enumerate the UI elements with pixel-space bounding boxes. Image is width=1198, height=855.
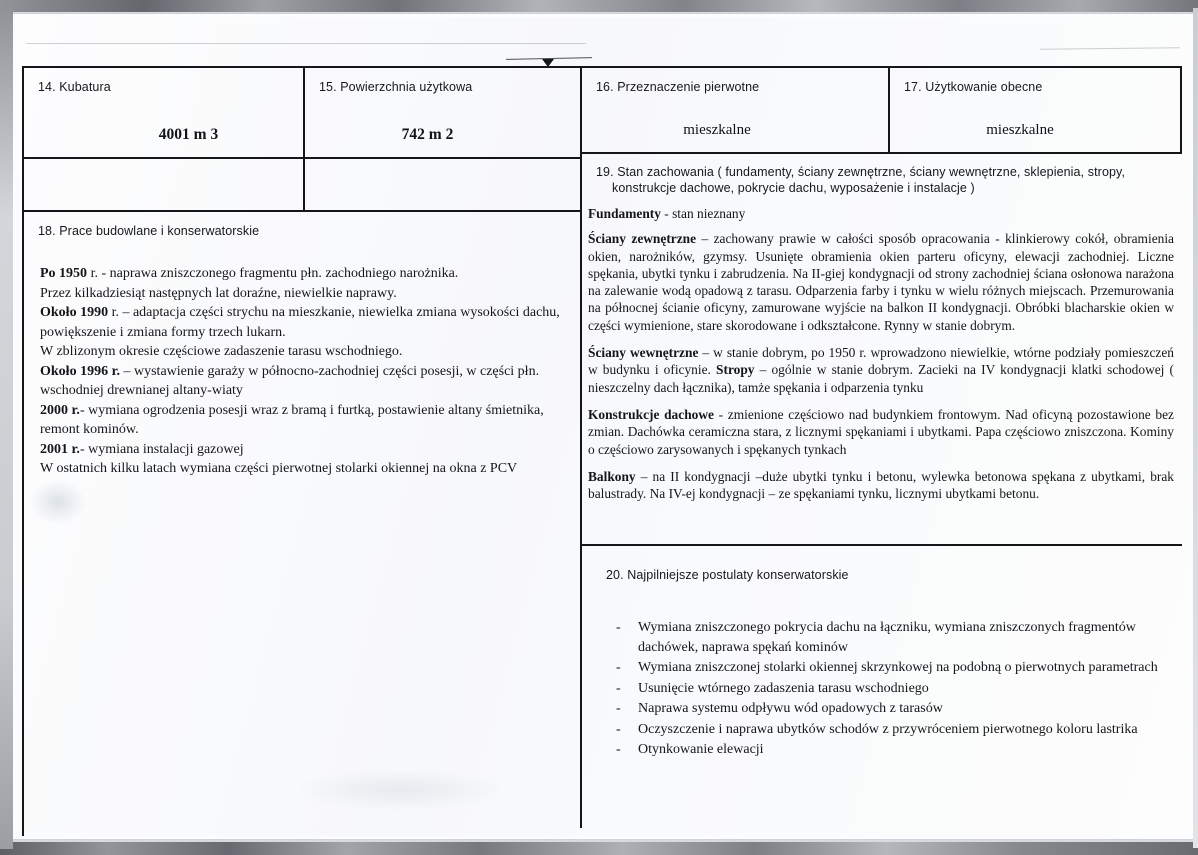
para-heading-stropy: Stropy <box>716 362 755 378</box>
scan-edge-top <box>0 0 1198 12</box>
cell-section-19 <box>582 154 1180 544</box>
bullet-dash: - <box>616 742 621 757</box>
list-item-text: Wymiana zniszczonego pokrycia dachu na łączniku, wymiana zniszczonych fragmentów dachówek, naprawa spękań kominów <box>638 620 1136 655</box>
label-powierzchnia-uzytkowa: 15. Powierzchnia użytkowa <box>319 80 473 94</box>
label-section-19-line1: 19. Stan zachowania ( fundamenty, ściany zewnętrzne, ściany wewnętrzne, sklepienia, stropy, <box>596 165 1126 179</box>
entry-2001 <box>40 440 568 460</box>
entry-lead: 2001 r. <box>40 441 80 457</box>
cell-kubatura <box>24 68 303 210</box>
section-18-body <box>40 264 568 479</box>
bullet-dash: - <box>616 721 621 737</box>
value-uzytkowanie-obecne: mieszkalne <box>986 122 1054 138</box>
para-text: – zachowany prawie w całości sposób opracowania - klinkierowy cokół, obramienia okien, narożników, gzymsy. Usunięte obramienia okien parteru oficyny, elewacji zachodniej. Liczne spękania, ubytki tynku i zabrudzenia. Na II-giej kondygnacji od strony zachodniej ściana osłonowa narażona na zalewanie wodą opadową z tarasu. Odparzenia farby i tynku w wielu różnych miejscach. Przemurowania na północnej ścianie oficyny, zamurowane wyjście na balkon II kondygnacji. Obróbki blacharskie okien w części wymienione, stare skorodowane i odkształcone. Rynny w stanie dobrym. <box>588 231 1174 333</box>
list-item-text: Oczyszczenie i naprawa ubytków schodów z przywróceniem pierwotnego koloru lastrika <box>638 721 1138 737</box>
entry-rest: W zblizonym okresie częściowe zadaszenie tarasu wschodniego. <box>40 344 403 359</box>
entry-rest: – wystawienie garaży w północno-zachodniej części posesji, w części płn. wschodniej drewnianej altany-wiaty <box>40 363 540 398</box>
list-item <box>612 679 1160 699</box>
para-balkony <box>588 468 1174 503</box>
list-item <box>612 699 1160 719</box>
entry-rest: - wymiana ogrodzenia posesji wraz z bramą i furtką, postawienie altany śmietnika, remont kominów. <box>40 402 544 437</box>
entry-po-1950 <box>40 264 568 284</box>
para-heading: Ściany zewnętrzne <box>588 231 697 247</box>
label-section-19 <box>596 164 1176 196</box>
bullet-dash: - <box>616 680 621 696</box>
entry-lead: Po 1950 <box>40 266 88 281</box>
cell-uzytkowanie-obecne <box>890 68 1180 152</box>
scan-edge-right <box>1193 8 1198 848</box>
section-20-list <box>612 618 1160 761</box>
entry-okolo-1990 <box>40 303 568 342</box>
value-kubatura: 4001 m 3 <box>158 126 219 143</box>
para-fundamenty <box>588 205 1174 222</box>
entry-lead: Około 1996 r. <box>40 363 120 379</box>
entry-rest: - wymiana instalacji gazowej <box>79 441 244 457</box>
cell-powierzchnia-uzytkowa <box>305 68 580 210</box>
entry-2000 <box>40 401 568 440</box>
list-item-text: Wymiana zniszczonej stolarki okiennej skrzynkowej na podobną o pierwotnych parametrach <box>638 660 1158 675</box>
para-text-stropy: – ogólnie w stanie dobrym. Zacieki na IV kondygnacji klatki schodowej ( nieszczelny dach łącznika), tamże spękania i odparzenia tynku <box>588 362 1174 395</box>
entry-kilkadziesiat-lat <box>40 284 568 304</box>
scan-edge-bottom <box>0 842 1198 855</box>
cell-section-20 <box>582 546 1180 836</box>
entry-rest: r. - naprawa zniszczonego fragmentu płn. zachodniego narożnika. <box>87 266 459 281</box>
section-19-body <box>588 205 1174 502</box>
value-powierzchnia-uzytkowa: 742 m 2 <box>401 126 454 143</box>
para-heading: Fundamenty <box>588 206 661 221</box>
label-section-19-line2: konstrukcje dachowe, pokrycie dachu, wyposażenie i instalacje ) <box>612 181 975 195</box>
rule-right-border <box>1180 66 1182 152</box>
list-item-text: Naprawa systemu odpływu wód opadowych z tarasów <box>638 701 943 716</box>
cell-przeznaczenie-pierwotne <box>582 68 888 152</box>
label-uzytkowanie-obecne: 17. Użytkowanie obecne <box>904 80 1043 94</box>
entry-rest: r. – adaptacja części strychu na mieszkanie, niewielka zmiana wysokości dachu, powiększenie i zmiana formy trzech lukarn. <box>40 305 560 340</box>
para-sciany-wewnetrzne <box>588 344 1174 396</box>
para-heading: Konstrukcje dachowe <box>588 406 714 422</box>
value-przeznaczenie-pierwotne: mieszkalne <box>683 122 751 138</box>
label-przeznaczenie-pierwotne: 16. Przeznaczenie pierwotne <box>596 80 760 94</box>
bullet-dash: - <box>616 620 621 635</box>
form-table <box>22 66 1182 836</box>
para-text: – na II kondygnacji –duże ubytki tynku i betonu, wylewka betonowa spękana z ubytkami, brak balustrady. Na IV-ej kondygnacji – ze spękaniami tynku, licznymi ubytkami betonu. <box>588 468 1174 502</box>
para-heading: Balkony <box>588 468 636 484</box>
entry-lead: 2000 r. <box>40 402 80 418</box>
list-item <box>612 658 1160 678</box>
list-item-text: Otynkowanie elewacji <box>638 742 764 757</box>
entry-rest: W ostatnich kilku latach wymiana części pierwotnej stolarki okiennej na okna z PCV <box>40 461 518 476</box>
para-heading: Ściany wewnętrzne <box>588 345 699 361</box>
entry-stolarka-pcv <box>40 459 568 479</box>
label-kubatura: 14. Kubatura <box>38 80 111 94</box>
para-konstrukcje-dachowe <box>588 406 1174 458</box>
entry-okolo-1996 <box>40 362 568 401</box>
scan-fold-line <box>26 43 586 44</box>
list-item <box>612 740 1160 760</box>
cell-section-18 <box>24 212 580 836</box>
bullet-dash: - <box>616 660 621 675</box>
entry-rest: Przez kilkadziesiąt następnych lat doraźne, niewielkie naprawy. <box>40 285 397 301</box>
para-text: - zmienione częściowo nad budynkiem frontowym. Nad oficyną pozostawione bez zmian. Dachówka ceramiczna stara, z licznymi spękaniami i ubytkami. Papa częściowo zniszczona. Kominy o częściowo zarysowanych i spękanych tynkach <box>588 406 1174 457</box>
label-section-18: 18. Prace budowlane i konserwatorskie <box>38 224 260 238</box>
bullet-dash: - <box>616 701 621 716</box>
para-sciany-zewnetrzne <box>588 230 1174 334</box>
entry-lead: Około 1990 <box>40 305 109 320</box>
entry-zadaszenie-tarasu <box>40 342 568 362</box>
label-section-20: 20. Najpilniejsze postulaty konserwatorskie <box>606 568 849 582</box>
list-item <box>612 720 1160 740</box>
para-text: - stan nieznany <box>660 206 746 221</box>
para-text: – w stanie dobrym, po 1950 r. wprowadzono niewielkie, wtórne podziały pomieszczeń w budynku i oficynie. <box>588 345 1174 378</box>
scan-edge-left <box>0 6 13 849</box>
list-item-text: Usunięcie wtórnego zadaszenia tarasu wschodniego <box>638 680 929 696</box>
list-item <box>612 618 1160 657</box>
